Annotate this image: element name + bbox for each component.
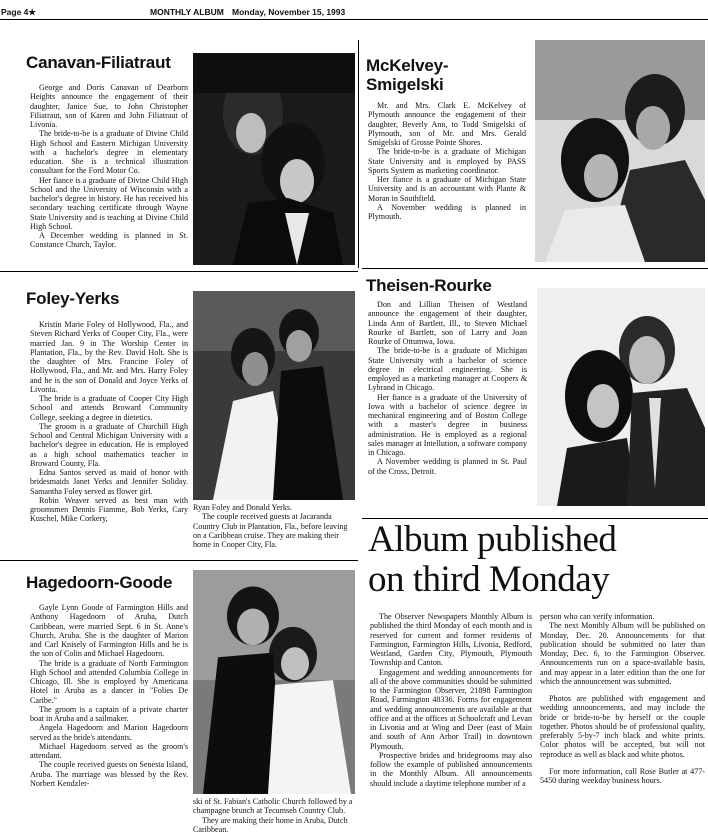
couple-photo <box>537 288 705 506</box>
notice-column <box>540 612 705 785</box>
paragraph: The couple received guests on Senesta Island, Aruba. The marriage was blessed by the Rev. Norbert Kendzler- <box>30 760 188 788</box>
headline-line: Album published <box>368 519 617 560</box>
page-header <box>0 4 708 20</box>
page-number: Page 4★ <box>1 7 37 17</box>
announcement-title: Foley-Yerks <box>26 289 120 308</box>
paragraph: Her fiance is a graduate of Divine Child High School and the University of Wisconsin with a bachelor's degree in history. He has received his secondary teaching certificate through Wayne State University and is teaching at Divine Child High School. <box>30 175 188 231</box>
column-rule <box>358 40 359 268</box>
notice-headline <box>368 520 616 600</box>
paragraph: Gayle Lynn Goode of Farmington Hills and Anthony Hagedoorn of Aruba, Dutch Caribbean, were married Sept. 6 in St. Anne's Church, Aruba. She is the daughter of Marion and Carl Knisely of Farmington Hills and he is the son of Colin and Michael Hagedoorn. <box>30 603 188 659</box>
paragraph: The bride-to-be is a graduate of Divine Child High School and Eastern Michigan University with a bachelor's degree in elementary education. She is a technical illustration consultant for the Ford Motor Co. <box>30 129 188 176</box>
notice-column <box>370 612 532 788</box>
paragraph: The groom is a captain of a private charter boat in Aruba and a sailmaker. <box>30 704 188 723</box>
section-rule <box>0 271 358 272</box>
wedding-photo <box>193 570 355 794</box>
caption-line: They are making their home in Aruba, Dutch Caribbean. <box>193 815 348 834</box>
paragraph: The bride-to-be is a graduate of Michigan State University and is employed by PASS Sports System as marketing coordinator. <box>368 147 526 175</box>
paragraph: Kristin Marie Foley of Hollywood, Fla., and Steven Richard Yerks of Cooper City, Fla., were married Jan. 9 in The Worship Center in Plantation, Fla., by the Rev. David Holt. She is the daughter of Mrs. Francine Foley of Hollywood, Fla., and Mr. and Mrs. Harry Foley and he is the son of Donald and Joyce Yerks of Livonia. <box>30 320 188 394</box>
announcement-title: Theisen-Rourke <box>366 276 492 295</box>
paragraph: Her fiance is a graduate of Michigan State University and is an accountant with Plante & Moran in Southfield. <box>368 175 526 203</box>
paragraph: Prospective brides and bridegrooms may also follow the example of published announcements in the Monthly Album. All announcements should include a daytime telephone number of a <box>370 750 532 788</box>
paragraph: George and Doris Canavan of Dearborn Heights announce the engagement of their daughter, Janice Sue, to John Christopher Filiatraut, son of Karen and John Filiatraut of Livonia. <box>30 83 188 129</box>
paragraph: Engagement and wedding announcements for all of the above communities should be submitted to the Farmington Observer, 21898 Farmington Road, Farmington 48336. Forms for engagement and wedding announcements are available at that office and at the offices at Schoolcraft and Levan in Livonia and at Wing and Deer (east of Main and south of Ann Arbor Trail) in downtown Plymouth. <box>370 667 532 751</box>
paragraph: The bride-to-be is a graduate of Michigan State University with a bachelor of science degree in electrical engineering. She is employed as a marketing manager at Coopers & Lybrand in Chicago. <box>368 346 527 393</box>
announcement-title: Hagedoorn-Goode <box>26 573 173 592</box>
paragraph: Angela Hagedoorn and Marion Hagedoorn served as the bride's attendants. <box>30 723 188 742</box>
photo-caption <box>193 797 353 834</box>
caption-line: Ryan Foley and Donald Yerks. <box>193 503 293 512</box>
paragraph: The bride is a graduate of North Farmington High School and attended Columbia College in Chicago, Ill. She is employed by Americana Hotel in Aruba as a dancer in "Folies De Caribe." <box>30 658 188 705</box>
couple-photo <box>535 40 705 262</box>
issue-date: Monday, November 15, 1993 <box>232 7 346 17</box>
caption-line: ski of St. Fabian's Catholic Church followed by a champagne brunch at Tecumseh Country Club. <box>193 797 353 816</box>
paragraph: Edna Santos served as maid of honor with bridesmaids Janet Yerks and Jennifer Soliday. Samantha Foley served as flower girl. <box>30 468 188 496</box>
caption-line: The couple received guests at Jacaranda Country Club in Plantation, Fla., before leaving on a Caribbean cruise. They are making their home in Cooper City, Fla. <box>193 512 348 550</box>
paragraph: Robin Weaver served as best man with groomsmen Dennis Fiamme, Bob Yerks, Cary Kuschel, Mike Corkery, <box>30 495 188 524</box>
headline-line: on third Monday <box>368 559 610 600</box>
paragraph: Photos are published with engagement and wedding announcements, and may include the bride or bride-to-be by herself or the couple together. Photos should be of professional quality, preferably 5-by-7 inch black and white prints. Color photos will be accepted, but will not reproduce as well as black and white photos. <box>540 694 705 759</box>
paragraph: person who can verify information. <box>540 612 655 621</box>
wedding-photo <box>193 291 355 500</box>
section-rule <box>362 268 708 269</box>
paragraph: Her fiance is a graduate of the University of Iowa with a bachelor of science degree in mechanical engineering and of Boston College with a master's degree in business administration. He is employed as a regional sales manager at Intellution, a software company in Chicago. <box>368 392 527 457</box>
paragraph: The bride is a graduate of Cooper City High School and attends Broward Community College, seeking a degree in dietetics. <box>30 394 188 422</box>
announcement-body <box>30 83 188 250</box>
section-name: MONTHLY ALBUM <box>150 7 224 17</box>
announcement-body <box>368 300 527 476</box>
paragraph: The next Monthly Album will be published on Monday, Dec. 20. Announcements for that publication should be submitted no later than Monday, Dec. 6, to the Farmington Observer. Announcements run on a space-available basis, and may appear in a later edition than the one for which the announcement was submitted. <box>540 621 705 686</box>
section-rule <box>0 560 358 561</box>
paragraph: A November wedding is planned in Plymouth. <box>368 202 526 221</box>
paragraph: Michael Hagedoorn served as the groom's attendant. <box>30 741 188 760</box>
photo-caption <box>193 503 353 549</box>
paragraph: The groom is a graduate of Churchill High School and Central Michigan University with a bachelor's degree in education. He is employed as a high school mathematics teacher in Broward County, Fla. <box>30 421 188 468</box>
paragraph: A November wedding is planned in St. Paul of the Cross, Detroit. <box>368 457 527 476</box>
announcement-body <box>30 603 188 788</box>
couple-photo <box>193 53 355 265</box>
announcement-body <box>30 320 188 524</box>
announcement-body <box>368 101 526 221</box>
title-line: McKelvey- <box>366 56 449 75</box>
paragraph: Don and Lillian Theisen of Westland announce the engagement of their daughter, Linda Ann of Bartlett, Ill., to Steven Michael Rourke of Bartlett, son of Larry and Joan Rourke of Ottumwa, Iowa. <box>368 300 527 346</box>
paragraph: Mr. and Mrs. Clark E. McKelvey of Plymouth announce the engagement of their daughter, Beverly Ann, to Todd Smigelski of Plymouth, son of Mr. and Mrs. Gerald Smigelski of Grosse Pointe Shores. <box>368 101 526 147</box>
announcement-title: Canavan-Filiatraut <box>26 53 171 72</box>
paragraph: For more information, call Rose Butler at 477-5450 during weekday business hours. <box>540 766 705 785</box>
announcement-title <box>366 56 448 94</box>
paragraph: A December wedding is planned in St. Constance Church, Taylor. <box>30 231 188 250</box>
paragraph: The Observer Newspapers Monthly Album is published the third Monday of each month and is reserved for current and former residents of Farmington, Farmington Hills, Livonia, Redford, Westland, Garden City, Plymouth, Plymouth Township and Canton. <box>370 612 532 668</box>
title-line: Smigelski <box>366 75 444 94</box>
header-rule <box>0 19 708 20</box>
